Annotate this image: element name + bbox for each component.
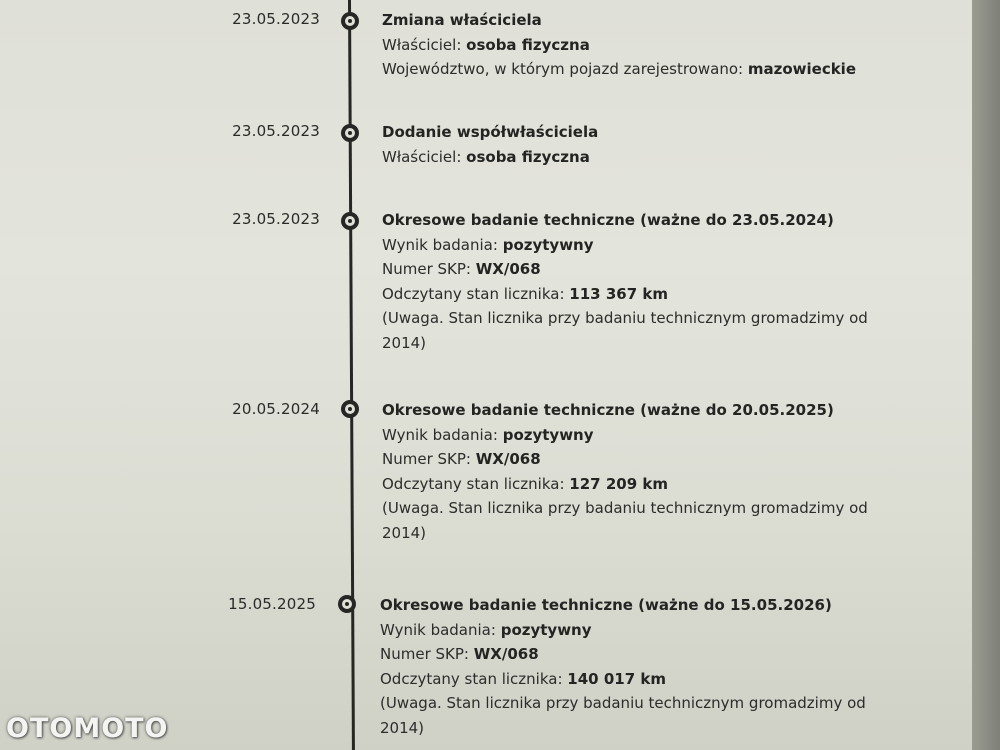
- entry-content: [382, 120, 902, 169]
- timeline-dot-icon: [341, 400, 359, 418]
- entry-content: [380, 593, 900, 740]
- entry-title: Okresowe badanie techniczne (ważne do 23.05.2024): [382, 211, 834, 229]
- entry-line: Numer SKP: WX/068: [382, 260, 541, 278]
- entry-line: (Uwaga. Stan licznika przy badaniu technicznym gromadzimy od: [382, 309, 868, 327]
- entry-content: [382, 8, 902, 82]
- entry-title: Okresowe badanie techniczne (ważne do 15.05.2026): [380, 596, 832, 614]
- otomoto-watermark: OTOMOTO: [6, 713, 169, 744]
- entry-content: [382, 398, 902, 545]
- timeline-dot-icon: [341, 12, 359, 30]
- entry-title: Zmiana właściciela: [382, 11, 542, 29]
- entry-content: [382, 208, 902, 355]
- entry-line: Numer SKP: WX/068: [382, 450, 541, 468]
- timeline-dot-icon: [338, 595, 356, 613]
- entry-line: (Uwaga. Stan licznika przy badaniu technicznym gromadzimy od: [382, 499, 868, 517]
- entry-line: Odczytany stan licznika: 113 367 km: [382, 284, 668, 303]
- entry-date: 15.05.2025: [228, 595, 316, 613]
- entry-line: Numer SKP: WX/068: [380, 645, 539, 663]
- entry-line: Odczytany stan licznika: 127 209 km: [382, 474, 668, 493]
- entry-line: 2014): [382, 523, 427, 542]
- timeline-line: [348, 0, 355, 750]
- entry-date: 23.05.2023: [232, 10, 320, 28]
- entry-line: Właściciel: osoba fizyczna: [382, 147, 590, 166]
- entry-title: Dodanie współwłaściciela: [382, 123, 599, 141]
- entry-line: Wynik badania: pozytywny: [382, 425, 594, 444]
- entry-line: Wynik badania: pozytywny: [380, 620, 592, 639]
- entry-line: Właściciel: osoba fizyczna: [382, 35, 590, 54]
- timeline-dot-icon: [341, 212, 359, 230]
- entry-line: 2014): [382, 333, 427, 352]
- entry-line: 2014): [380, 718, 425, 737]
- entry-line: Odczytany stan licznika: 140 017 km: [380, 669, 666, 688]
- entry-line: Województwo, w którym pojazd zarejestrowano: mazowieckie: [382, 60, 857, 78]
- entry-line: Wynik badania: pozytywny: [382, 235, 594, 254]
- entry-date: 23.05.2023: [232, 122, 320, 140]
- entry-date: 23.05.2023: [232, 210, 320, 228]
- entry-title: Okresowe badanie techniczne (ważne do 20.05.2025): [382, 401, 834, 419]
- entry-line: (Uwaga. Stan licznika przy badaniu technicznym gromadzimy od: [380, 694, 866, 712]
- entry-date: 20.05.2024: [232, 400, 320, 418]
- page-edge: [972, 0, 1000, 750]
- timeline-dot-icon: [341, 124, 359, 142]
